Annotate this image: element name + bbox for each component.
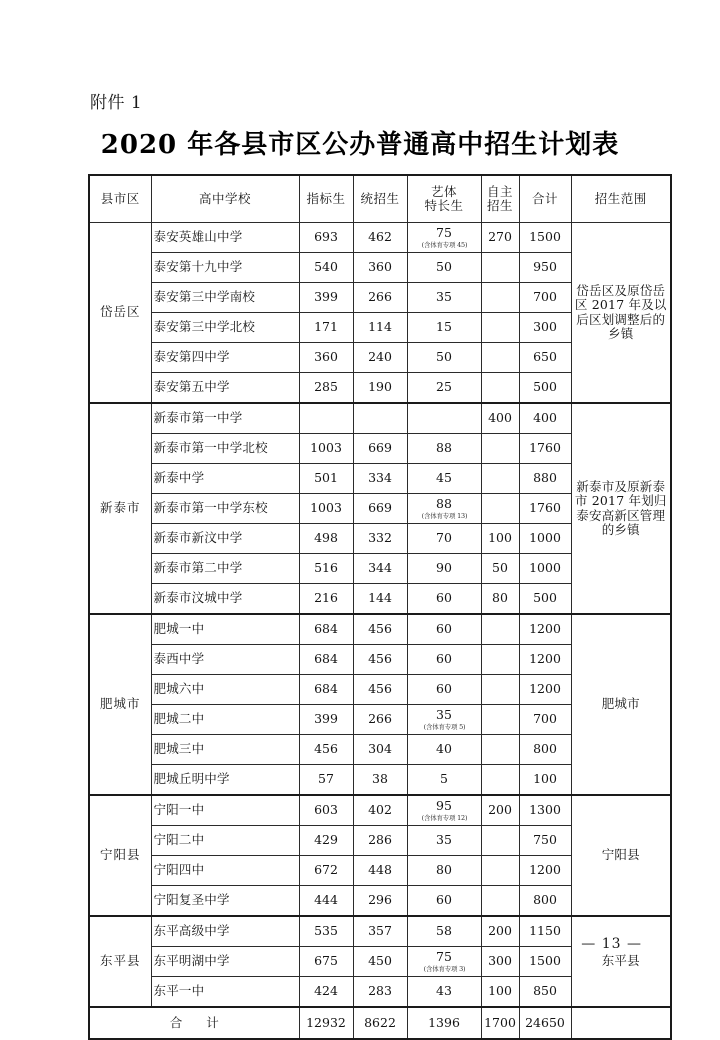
school-name-cell: 肥城三中: [151, 735, 299, 765]
yiti-note: (含体育专项 45): [421, 241, 467, 249]
column-header-range: 招生范围: [571, 175, 671, 223]
yiti-cell: [407, 434, 481, 464]
heji-cell: 100: [519, 765, 571, 796]
school-name-cell: 宁阳四中: [151, 856, 299, 886]
heji-cell: 1200: [519, 856, 571, 886]
zizhu-cell: [481, 313, 519, 343]
header-row: [89, 175, 671, 223]
school-name-cell: 新泰中学: [151, 464, 299, 494]
column-header-yiti: [407, 175, 481, 223]
zhibiao-cell: 516: [299, 554, 353, 584]
zhibiao-cell: 675: [299, 947, 353, 977]
yiti-cell: [407, 403, 481, 434]
column-header-zhibiao: 指标生: [299, 175, 353, 223]
school-name-cell: 肥城丘明中学: [151, 765, 299, 796]
school-name-cell: 泰安第三中学南校: [151, 283, 299, 313]
column-header-zizhu-line2: 招生: [486, 198, 513, 213]
admission-range-cell: 岱岳区及原岱岳区 2017 年及以后区划调整后的乡镇: [571, 223, 671, 404]
zizhu-cell: [481, 343, 519, 373]
yiti-value: 5: [440, 771, 448, 787]
zhibiao-cell: 424: [299, 977, 353, 1008]
county-cell: 岱岳区: [89, 223, 151, 404]
yiti-cell: [407, 977, 481, 1008]
zizhu-cell: [481, 705, 519, 735]
zizhu-cell: [481, 886, 519, 917]
tongzhao-cell: 286: [353, 826, 407, 856]
yiti-cell: [407, 253, 481, 283]
yiti-value: 60: [436, 651, 452, 667]
yiti-value: 80: [436, 862, 452, 878]
heji-cell: 400: [519, 403, 571, 434]
yiti-cell: [407, 795, 481, 826]
heji-cell: 800: [519, 886, 571, 917]
tongzhao-cell: 334: [353, 464, 407, 494]
yiti-cell: [407, 494, 481, 524]
yiti-cell: [407, 283, 481, 313]
school-name-cell: 泰安第四中学: [151, 343, 299, 373]
column-header-yiti-line2: 特长生: [424, 198, 464, 213]
tongzhao-cell: [353, 403, 407, 434]
yiti-value: 35: [436, 289, 452, 305]
zhibiao-cell: 693: [299, 223, 353, 253]
zhibiao-cell: 1003: [299, 434, 353, 464]
total-range-cell: [571, 1007, 671, 1039]
tongzhao-cell: 283: [353, 977, 407, 1008]
tongzhao-cell: 296: [353, 886, 407, 917]
heji-cell: 500: [519, 584, 571, 615]
zizhu-cell: 300: [481, 947, 519, 977]
tongzhao-cell: 669: [353, 434, 407, 464]
zizhu-cell: [481, 645, 519, 675]
tongzhao-cell: 266: [353, 705, 407, 735]
school-name-cell: 宁阳一中: [151, 795, 299, 826]
yiti-cell: [407, 886, 481, 917]
zizhu-cell: [481, 826, 519, 856]
tongzhao-cell: 304: [353, 735, 407, 765]
heji-cell: 880: [519, 464, 571, 494]
tongzhao-cell: 266: [353, 283, 407, 313]
zhibiao-cell: 535: [299, 916, 353, 947]
heji-cell: 700: [519, 705, 571, 735]
tongzhao-cell: 190: [353, 373, 407, 404]
zizhu-cell: 200: [481, 916, 519, 947]
total-tongzhao-cell: 8622: [353, 1007, 407, 1039]
tongzhao-cell: 240: [353, 343, 407, 373]
school-name-cell: 新泰市汶城中学: [151, 584, 299, 615]
total-zizhu-cell: 1700: [481, 1007, 519, 1039]
zizhu-cell: 270: [481, 223, 519, 253]
zhibiao-cell: 360: [299, 343, 353, 373]
yiti-value: 43: [436, 983, 452, 999]
heji-cell: 300: [519, 313, 571, 343]
yiti-value: 50: [436, 259, 452, 275]
zizhu-cell: [481, 735, 519, 765]
yiti-cell: [407, 373, 481, 404]
yiti-value: 75: [436, 224, 452, 240]
zhibiao-cell: 444: [299, 886, 353, 917]
yiti-cell: [407, 464, 481, 494]
heji-cell: 500: [519, 373, 571, 404]
county-cell: 肥城市: [89, 614, 151, 795]
tongzhao-cell: 144: [353, 584, 407, 615]
yiti-value: 70: [436, 530, 452, 546]
yiti-cell: [407, 735, 481, 765]
school-name-cell: 泰西中学: [151, 645, 299, 675]
zizhu-cell: 50: [481, 554, 519, 584]
tongzhao-cell: 456: [353, 675, 407, 705]
yiti-cell: [407, 614, 481, 645]
total-row: [89, 1007, 671, 1039]
zizhu-cell: [481, 434, 519, 464]
yiti-note: (含体育专项 12): [421, 814, 467, 822]
yiti-cell: [407, 705, 481, 735]
county-cell: 新泰市: [89, 403, 151, 614]
yiti-value: 60: [436, 681, 452, 697]
table-row: [89, 614, 671, 645]
heji-cell: 800: [519, 735, 571, 765]
heji-cell: 700: [519, 283, 571, 313]
page-number: — 13 —: [581, 936, 642, 952]
yiti-note: (含体育专项 3): [423, 965, 465, 973]
yiti-value: 88: [436, 495, 452, 511]
school-name-cell: 新泰市第一中学东校: [151, 494, 299, 524]
yiti-value: 90: [436, 560, 452, 576]
yiti-note: (含体育专项 13): [421, 512, 467, 520]
yiti-cell: [407, 645, 481, 675]
total-zhibiao-cell: 12932: [299, 1007, 353, 1039]
tongzhao-cell: 448: [353, 856, 407, 886]
tongzhao-cell: 456: [353, 645, 407, 675]
yiti-value: 88: [436, 440, 452, 456]
zizhu-cell: 200: [481, 795, 519, 826]
school-name-cell: 肥城一中: [151, 614, 299, 645]
column-header-heji: 合计: [519, 175, 571, 223]
zhibiao-cell: 216: [299, 584, 353, 615]
heji-cell: 1000: [519, 524, 571, 554]
zhibiao-cell: 456: [299, 735, 353, 765]
table-row: [89, 403, 671, 434]
yiti-value: 35: [436, 706, 452, 722]
school-name-cell: 东平明湖中学: [151, 947, 299, 977]
heji-cell: 1500: [519, 223, 571, 253]
heji-cell: 1200: [519, 614, 571, 645]
column-header-school: 高中学校: [151, 175, 299, 223]
county-cell: 宁阳县: [89, 795, 151, 916]
zhibiao-cell: 399: [299, 705, 353, 735]
yiti-cell: [407, 826, 481, 856]
yiti-cell: [407, 675, 481, 705]
school-name-cell: 肥城六中: [151, 675, 299, 705]
school-name-cell: 宁阳二中: [151, 826, 299, 856]
total-label-cell: 合 计: [89, 1007, 299, 1039]
school-name-cell: 宁阳复圣中学: [151, 886, 299, 917]
zhibiao-cell: 684: [299, 645, 353, 675]
admission-plan-table: [88, 174, 672, 1040]
yiti-cell: [407, 313, 481, 343]
school-name-cell: 新泰市第一中学: [151, 403, 299, 434]
school-name-cell: 新泰市第二中学: [151, 554, 299, 584]
column-header-tongzhao: 统招生: [353, 175, 407, 223]
zizhu-cell: 100: [481, 977, 519, 1008]
tongzhao-cell: 402: [353, 795, 407, 826]
attachment-label: 附件 1: [90, 93, 143, 113]
yiti-cell: [407, 584, 481, 615]
heji-cell: 1150: [519, 916, 571, 947]
school-name-cell: 泰安第五中学: [151, 373, 299, 404]
yiti-value: 60: [436, 621, 452, 637]
heji-cell: 850: [519, 977, 571, 1008]
tongzhao-cell: 38: [353, 765, 407, 796]
zhibiao-cell: 540: [299, 253, 353, 283]
yiti-note: (含体育专项 5): [423, 723, 465, 731]
school-name-cell: 泰安第三中学北校: [151, 313, 299, 343]
zhibiao-cell: 498: [299, 524, 353, 554]
heji-cell: 1200: [519, 675, 571, 705]
tongzhao-cell: 332: [353, 524, 407, 554]
heji-cell: 1000: [519, 554, 571, 584]
heji-cell: 1300: [519, 795, 571, 826]
yiti-cell: [407, 856, 481, 886]
admission-range-cell: 宁阳县: [571, 795, 671, 916]
column-header-yiti-line1: 艺体: [430, 183, 457, 199]
zizhu-cell: [481, 856, 519, 886]
zhibiao-cell: 285: [299, 373, 353, 404]
school-name-cell: 泰安英雄山中学: [151, 223, 299, 253]
zhibiao-cell: 1003: [299, 494, 353, 524]
zhibiao-cell: 684: [299, 614, 353, 645]
column-header-county: 县市区: [89, 175, 151, 223]
zhibiao-cell: 684: [299, 675, 353, 705]
heji-cell: 1500: [519, 947, 571, 977]
school-name-cell: 新泰市新汶中学: [151, 524, 299, 554]
yiti-value: 60: [436, 892, 452, 908]
table-body: [89, 223, 671, 1040]
yiti-value: 40: [436, 741, 452, 757]
yiti-cell: [407, 223, 481, 253]
zhibiao-cell: 672: [299, 856, 353, 886]
plan-table-container: [88, 174, 667, 1040]
heji-cell: 950: [519, 253, 571, 283]
total-heji-cell: 24650: [519, 1007, 571, 1039]
yiti-value: 45: [436, 470, 452, 486]
table-row: [89, 223, 671, 253]
admission-range-cell: 东平县: [571, 916, 671, 1007]
school-name-cell: 东平一中: [151, 977, 299, 1008]
heji-cell: 1760: [519, 494, 571, 524]
yiti-value: 35: [436, 832, 452, 848]
zizhu-cell: [481, 765, 519, 796]
page-title: 2020 年各县市区公办普通高中招生计划表: [100, 130, 620, 160]
yiti-value: 60: [436, 590, 452, 606]
zizhu-cell: 80: [481, 584, 519, 615]
zhibiao-cell: [299, 403, 353, 434]
yiti-value: 58: [436, 923, 452, 939]
zizhu-cell: [481, 614, 519, 645]
heji-cell: 750: [519, 826, 571, 856]
zhibiao-cell: 501: [299, 464, 353, 494]
heji-cell: 1760: [519, 434, 571, 464]
tongzhao-cell: 456: [353, 614, 407, 645]
table-row: [89, 795, 671, 826]
zizhu-cell: [481, 253, 519, 283]
yiti-cell: [407, 554, 481, 584]
tongzhao-cell: 114: [353, 313, 407, 343]
tongzhao-cell: 344: [353, 554, 407, 584]
column-header-zizhu-line1: 自主: [486, 183, 513, 199]
column-header-zizhu: [481, 175, 519, 223]
tongzhao-cell: 462: [353, 223, 407, 253]
yiti-value: 75: [436, 948, 452, 964]
yiti-cell: [407, 343, 481, 373]
yiti-cell: [407, 524, 481, 554]
heji-cell: 650: [519, 343, 571, 373]
yiti-value: 50: [436, 349, 452, 365]
admission-range-cell: 新泰市及原新泰市 2017 年划归泰安高新区管理的乡镇: [571, 403, 671, 614]
school-name-cell: 泰安第十九中学: [151, 253, 299, 283]
tongzhao-cell: 360: [353, 253, 407, 283]
zhibiao-cell: 399: [299, 283, 353, 313]
tongzhao-cell: 357: [353, 916, 407, 947]
zizhu-cell: [481, 494, 519, 524]
zhibiao-cell: 171: [299, 313, 353, 343]
zizhu-cell: 100: [481, 524, 519, 554]
table-header: [89, 175, 671, 223]
total-yiti-cell: 1396: [407, 1007, 481, 1039]
zhibiao-cell: 429: [299, 826, 353, 856]
school-name-cell: 新泰市第一中学北校: [151, 434, 299, 464]
school-name-cell: 东平高级中学: [151, 916, 299, 947]
admission-range-cell: 肥城市: [571, 614, 671, 795]
tongzhao-cell: 669: [353, 494, 407, 524]
school-name-cell: 肥城二中: [151, 705, 299, 735]
county-cell: 东平县: [89, 916, 151, 1007]
tongzhao-cell: 450: [353, 947, 407, 977]
zhibiao-cell: 603: [299, 795, 353, 826]
zizhu-cell: [481, 464, 519, 494]
heji-cell: 1200: [519, 645, 571, 675]
zizhu-cell: [481, 373, 519, 404]
zizhu-cell: [481, 675, 519, 705]
yiti-cell: [407, 765, 481, 796]
zizhu-cell: [481, 283, 519, 313]
zhibiao-cell: 57: [299, 765, 353, 796]
yiti-value: 15: [436, 319, 452, 335]
yiti-value: 25: [436, 379, 452, 395]
zizhu-cell: 400: [481, 403, 519, 434]
yiti-value: 95: [436, 797, 452, 813]
